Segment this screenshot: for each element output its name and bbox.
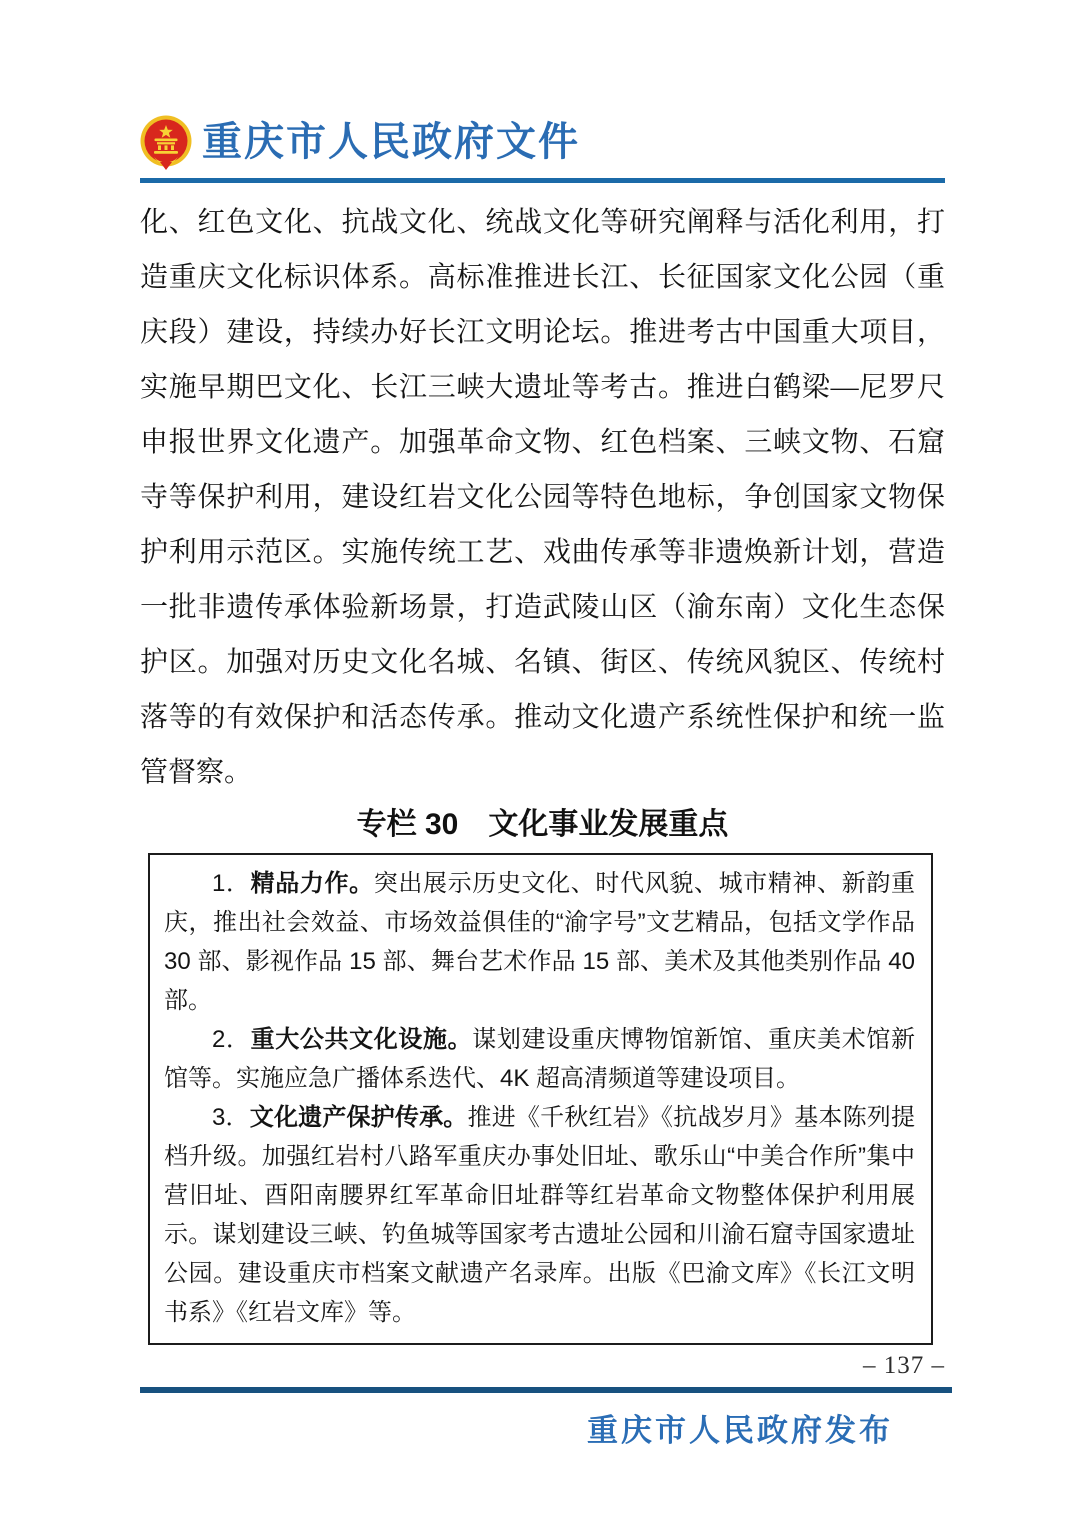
document-title: 重庆市人民政府文件 xyxy=(202,119,580,164)
item-number: 1． xyxy=(212,870,251,897)
item-text: 突出展示历史文化、时代风貌、城市精神、新韵重庆，推出社会效益、市场效益俱佳的“渝字号”文艺精品，包括文学作品 30 部、影视作品 15 部、舞台艺术作品 15 部、美术及其他类别作品 40 部。 xyxy=(164,870,915,1014)
body-line: 化、红色文化、抗战文化、统战文化等研究阐释与活化利用，打 xyxy=(140,207,945,238)
body-line: 管督察。 xyxy=(140,757,253,788)
body-line: 造重庆文化标识体系。高标准推进长江、长征国家文化公园（重 xyxy=(140,262,945,293)
item-text: 推进《千秋红岩》《抗战岁月》基本陈列提档升级。加强红岩村八路军重庆办事处旧址、歌乐山“中美合作所”集中营旧址、酉阳南腰界红军革命旧址群等红岩革命文物整体保护利用展示。谋划建设三峡、钓鱼城等国家考古遗址公园和川渝石窟寺国家遗址公园。建设重庆市档案文献遗产名录库。出版《巴渝文库》《长江文明书系》《红岩文库》等。 xyxy=(164,1104,915,1326)
footer-publisher: 重庆市人民政府发布 xyxy=(587,1413,893,1448)
column-heading: 专栏 30 文化事业发展重点 xyxy=(356,808,729,841)
item-lead: 文化遗产保护传承。 xyxy=(249,1104,468,1131)
document-header xyxy=(140,113,945,183)
national-emblem-icon xyxy=(140,114,192,170)
item-number: 2． xyxy=(212,1026,251,1053)
body-line: 庆段）建设，持续办好长江文明论坛。推进考古中国重大项目， xyxy=(140,317,945,348)
body-line: 一批非遗传承体验新场景，打造武陵山区（渝东南）文化生态保 xyxy=(140,592,945,623)
column-box xyxy=(148,853,933,1345)
body-line: 落等的有效保护和活态传承。推动文化遗产系统性保护和统一监 xyxy=(140,702,945,733)
body-line: 申报世界文化遗产。加强革命文物、红色档案、三峡文物、石窟 xyxy=(140,427,945,458)
body-line: 护利用示范区。实施传统工艺、戏曲传承等非遗焕新计划，营造 xyxy=(140,537,945,568)
column-item-1 xyxy=(164,864,915,1020)
body-line: 寺等保护利用，建设红岩文化公园等特色地标，争创国家文物保 xyxy=(140,482,945,513)
footer-divider-rule xyxy=(140,1387,952,1393)
body-line: 护区。加强对历史文化名城、名镇、街区、传统风貌区、传统村 xyxy=(140,647,945,678)
item-text: 谋划建设重庆博物馆新馆、重庆美术馆新馆等。实施应急广播体系迭代、4K 超高清频道等建设项目。 xyxy=(164,1026,915,1092)
body-line: 实施早期巴文化、长江三峡大遗址等考古。推进白鹤梁—尼罗尺 xyxy=(140,372,945,403)
column-item-3 xyxy=(164,1098,915,1332)
body-paragraph xyxy=(140,195,945,800)
item-number: 3． xyxy=(212,1104,250,1131)
item-lead: 精品力作。 xyxy=(250,870,374,897)
column-item-2 xyxy=(164,1020,915,1098)
item-lead: 重大公共文化设施。 xyxy=(250,1026,473,1053)
header-divider-rule xyxy=(140,178,945,183)
header-row xyxy=(140,113,945,171)
page-number: – 137 – xyxy=(863,1352,945,1379)
